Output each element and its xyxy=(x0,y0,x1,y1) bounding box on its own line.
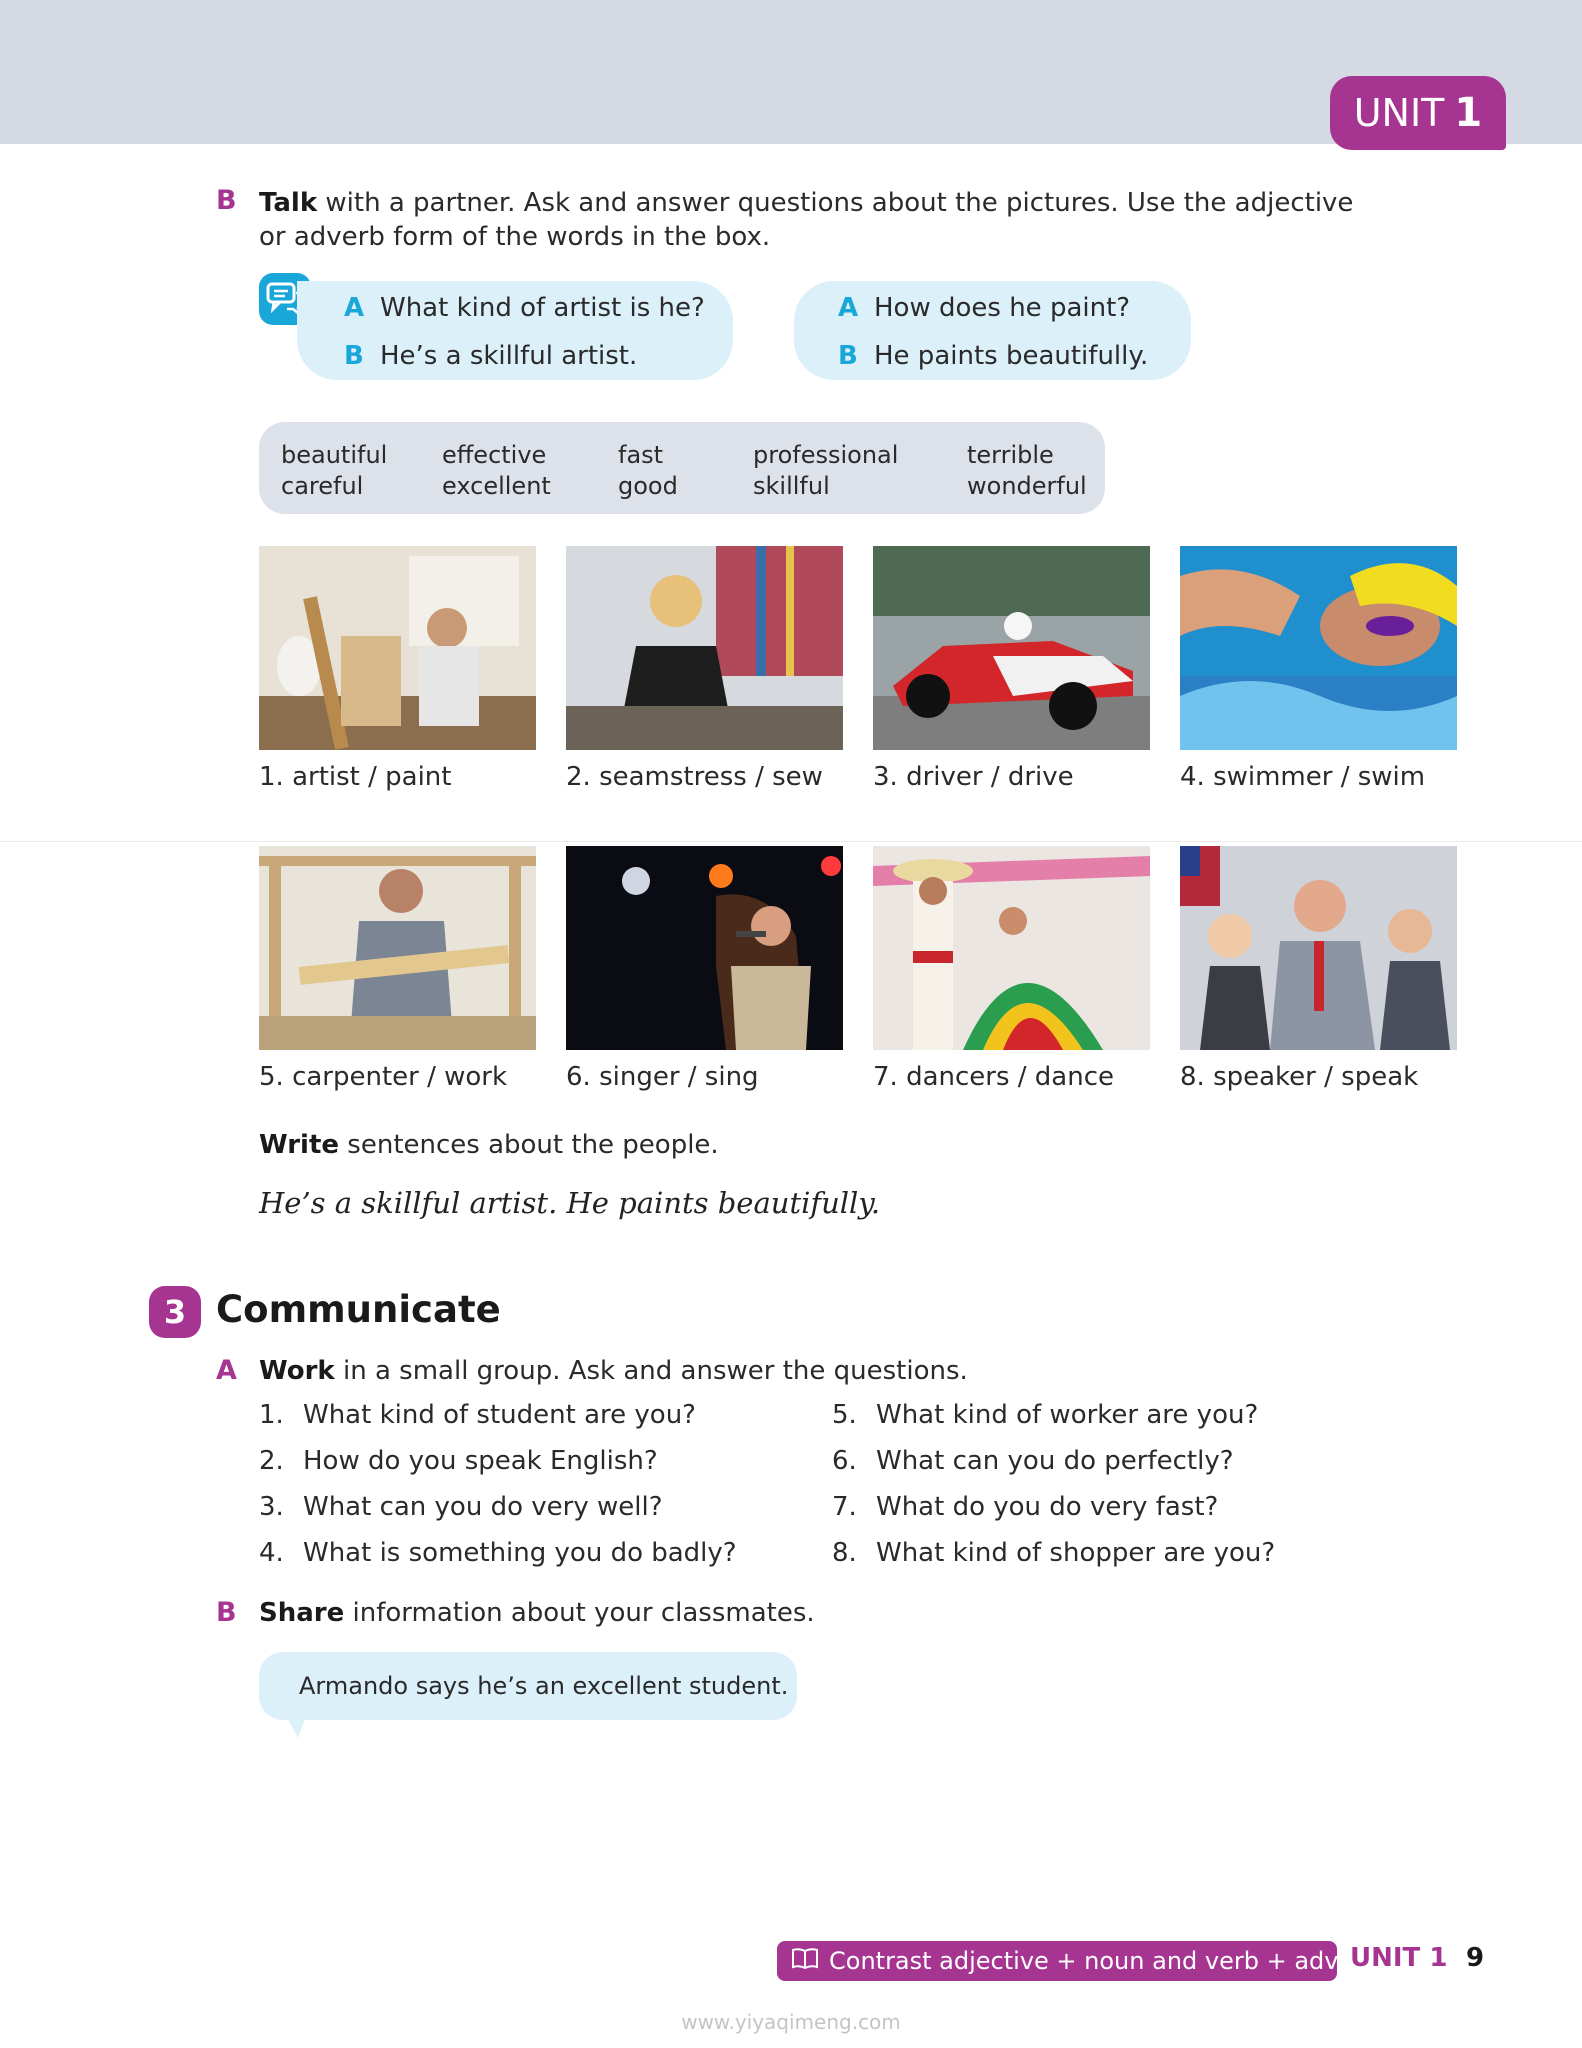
question-item: 3. What can you do very well? xyxy=(259,1492,663,1522)
questions-left xyxy=(259,1400,737,1584)
dialog-2-line-a xyxy=(838,293,1130,323)
speaker-photo xyxy=(1180,846,1457,1050)
carpenter-photo xyxy=(259,846,536,1050)
write-verb: Write xyxy=(259,1130,340,1160)
footer-topic: Contrast adjective + noun and verb + adverb xyxy=(829,1947,1379,1975)
swimmer-photo xyxy=(1180,546,1457,750)
speech-bubble: Armando says he’s an excellent student. xyxy=(259,1652,797,1720)
question-item: 2. How do you speak English? xyxy=(259,1446,658,1476)
instruction-line-2: or adverb form of the words in the box. xyxy=(259,222,771,252)
questions-right xyxy=(832,1400,1275,1584)
word: terrible xyxy=(967,441,1054,469)
singer-photo xyxy=(566,846,843,1050)
dancers-photo xyxy=(873,846,1150,1050)
word: beautiful xyxy=(281,441,388,469)
speech-bubble-tail xyxy=(286,1716,306,1738)
dialog-text: How does he paint? xyxy=(874,293,1131,323)
unit-word: UNIT xyxy=(1353,91,1445,135)
watermark: www.yiyaqimeng.com xyxy=(681,2010,901,2034)
book-icon xyxy=(791,1947,819,1975)
unit-number: 1 xyxy=(1454,90,1483,136)
seamstress-photo xyxy=(566,546,843,750)
picture-caption: 6. singer / sing xyxy=(566,1062,759,1092)
question-item: 4. What is something you do badly? xyxy=(259,1538,737,1568)
work-instruction xyxy=(259,1354,968,1388)
question-item: 7. What do you do very fast? xyxy=(832,1492,1219,1522)
instruction-verb: Talk xyxy=(259,188,318,218)
word: excellent xyxy=(442,472,551,500)
artist-photo xyxy=(259,546,536,750)
picture-caption: 7. dancers / dance xyxy=(873,1062,1115,1092)
example-answer: He’s a skillful artist. He paints beautifully. xyxy=(259,1186,881,1220)
dialog-1-line-b xyxy=(344,341,637,371)
speaker-label: A xyxy=(838,293,859,323)
dialog-bubble-2 xyxy=(794,281,1191,380)
word-column xyxy=(442,440,551,502)
dialog-text: He paints beautifully. xyxy=(874,341,1149,371)
question-item: 5. What kind of worker are you? xyxy=(832,1400,1259,1430)
word: skillful xyxy=(753,472,830,500)
section-title: Communicate xyxy=(216,1288,501,1331)
footer-unit-label: UNIT 1 xyxy=(1350,1943,1448,1973)
question-item: 6. What can you do perfectly? xyxy=(832,1446,1234,1476)
word-column xyxy=(618,440,678,502)
picture-caption: 3. driver / drive xyxy=(873,762,1074,792)
picture-caption: 4. swimmer / swim xyxy=(1180,762,1426,792)
race-car-photo xyxy=(873,546,1150,750)
word: fast xyxy=(618,441,664,469)
share-verb: Share xyxy=(259,1598,345,1628)
dialog-2-line-b xyxy=(838,341,1148,371)
speaker-label: A xyxy=(344,293,365,323)
word-box xyxy=(259,422,1105,514)
word: professional xyxy=(753,441,899,469)
page-number: 9 xyxy=(1466,1943,1485,1973)
picture-caption: 2. seamstress / sew xyxy=(566,762,823,792)
picture-caption: 1. artist / paint xyxy=(259,762,452,792)
dialog-bubble-1 xyxy=(297,281,733,380)
word-column xyxy=(281,440,387,502)
word: wonderful xyxy=(967,472,1087,500)
question-item: 8. What kind of shopper are you? xyxy=(832,1538,1276,1568)
write-instruction xyxy=(259,1128,719,1162)
write-rest: sentences about the people. xyxy=(339,1130,719,1160)
dialog-1-line-a xyxy=(344,293,705,323)
word-column xyxy=(753,440,898,502)
word: good xyxy=(618,472,678,500)
speaker-label: B xyxy=(838,341,858,371)
page-divider xyxy=(0,841,1582,842)
section-number-badge: 3 xyxy=(149,1286,201,1338)
picture-caption: 5. carpenter / work xyxy=(259,1062,508,1092)
speaker-label: B xyxy=(344,341,364,371)
work-verb: Work xyxy=(259,1356,335,1386)
section-letter-b2: B xyxy=(216,1597,237,1628)
unit-tab xyxy=(1330,76,1506,150)
share-rest: information about your classmates. xyxy=(344,1598,815,1628)
word: careful xyxy=(281,472,364,500)
dialog-text: What kind of artist is he? xyxy=(380,293,705,323)
work-rest: in a small group. Ask and answer the questions. xyxy=(334,1356,968,1386)
share-instruction xyxy=(259,1596,815,1630)
dialog-text: He’s a skillful artist. xyxy=(380,341,638,371)
section-letter-b: B xyxy=(216,185,237,216)
instruction-line-1: with a partner. Ask and answer questions about the pictures. Use the adjective xyxy=(317,188,1354,218)
talk-instruction xyxy=(259,186,1379,254)
word-column xyxy=(967,440,1087,502)
question-item: 1. What kind of student are you? xyxy=(259,1400,696,1430)
footer-topic-pill xyxy=(777,1941,1379,1981)
section-letter-a: A xyxy=(216,1355,237,1386)
word: effective xyxy=(442,441,547,469)
picture-caption: 8. speaker / speak xyxy=(1180,1062,1419,1092)
